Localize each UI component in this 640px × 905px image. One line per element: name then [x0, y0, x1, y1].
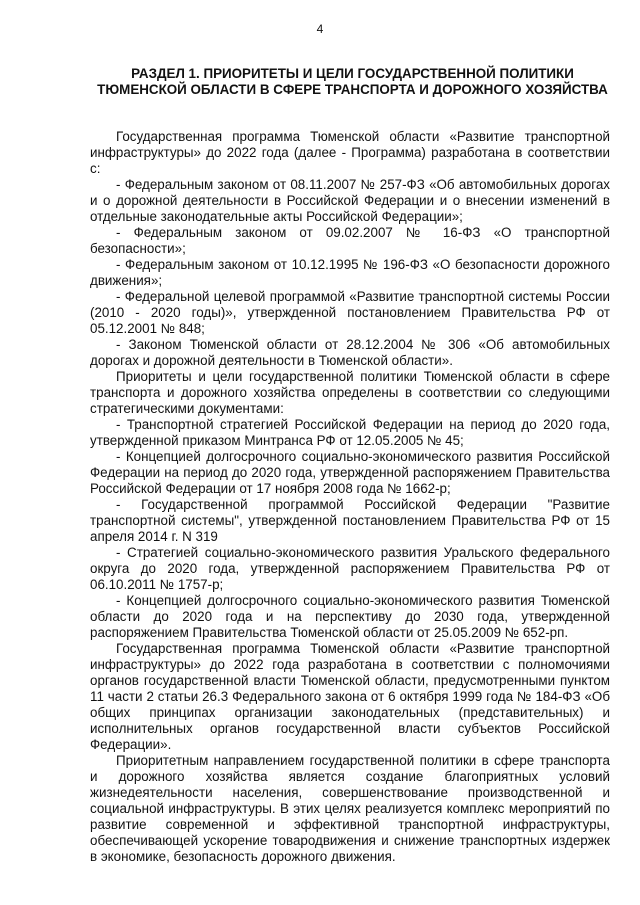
priorities-intro-paragraph: Приоритеты и цели государственной политики Тюменской области в сфере транспорта и дорожного хозяйства определены в соответствии со следующими стратегическими документами:	[90, 369, 610, 416]
strategy-item: - Концепцией долгосрочного социально-экономического развития Российской Федерации на период до 2020 года, утвержденной распоряжением Правительства Российской Федерации от 17 ноября 2008 года № 1662-р;	[90, 449, 610, 496]
law-item: - Федеральной целевой программой «Развитие транспортной системы России (2010 - 2020 годы)», утвержденной постановлением Правительства РФ от 05.12.2001 № 848;	[90, 289, 610, 336]
strategy-item: - Транспортной стратегией Российской Федерации на период до 2020 года, утвержденной приказом Минтранса РФ от 12.05.2005 № 45;	[90, 417, 610, 448]
law-item: - Федеральным законом от 09.02.2007 № 16-ФЗ «О транспортной безопасности»;	[90, 225, 610, 256]
strategy-item: - Стратегией социально-экономического развития Уральского федерального округа до 2020 года, утвержденной распоряжением Правительства РФ от 06.10.2011 № 1757-р;	[90, 545, 610, 592]
strategy-item: - Государственной программой Российской Федерации "Развитие транспортной системы", утвержденной постановлением Правительства РФ от 15 апреля 2014 г. N 319	[90, 497, 610, 544]
page-number: 4	[316, 22, 324, 36]
section-title: РАЗДЕЛ 1. ПРИОРИТЕТЫ И ЦЕЛИ ГОСУДАРСТВЕННОЙ ПОЛИТИКИ ТЮМЕНСКОЙ ОБЛАСТИ В СФЕРЕ ТРАНСПОРТА И ДОРОЖНОГО ХОЗЯЙСТВА	[97, 66, 608, 97]
priority-direction-paragraph: Приоритетным направлением государственной политики в сфере транспорта и дорожного хозяйства является создание благоприятных условий жизнедеятельности населения, совершенствование производственной и социальной инфраструктуры. В этих целях реализуется комплекс мероприятий по развитие современной и эффективной транспортной инфраструктуры, обеспечивающей ускорение товародвижения и снижение транспортных издержек в экономике, безопасность дорожного движения.	[90, 753, 610, 864]
strategy-item: - Концепцией долгосрочного социально-экономического развития Тюменской области до 2020 года и на перспективу до 2030 года, утвержденной распоряжением Правительства Тюменской области от 25.05.2009 № 652-рп.	[90, 593, 610, 640]
powers-paragraph: Государственная программа Тюменской области «Развитие транспортной инфраструктуры» до 2022 года разработана в соответствии с полномочиями органов государственной власти Тюменской области, предусмотренными пунктом 11 части 2 статьи 26.3 Федерального закона от 6 октября 1999 года № 184-ФЗ «Об общих принципах организации законодательных (представительных) и исполнительных органов государственной власти субъектов Российской Федерации».	[90, 641, 610, 752]
law-item: - Федеральным законом от 08.11.2007 № 257-ФЗ «Об автомобильных дорогах и о дорожной деятельности в Российской Федерации и о внесении изменений в отдельные законодательные акты Российской Федерации»;	[90, 177, 610, 224]
law-item: - Федеральным законом от 10.12.1995 № 196-ФЗ «О безопасности дорожного движения»;	[90, 257, 610, 288]
law-item: - Законом Тюменской области от 28.12.2004 № 306 «Об автомобильных дорогах и дорожной деятельности в Тюменской области».	[90, 337, 610, 368]
intro-paragraph: Государственная программа Тюменской области «Развитие транспортной инфраструктуры» до 2022 года (далее - Программа) разработана в соответствии с:	[90, 129, 610, 176]
document-body	[90, 129, 610, 865]
